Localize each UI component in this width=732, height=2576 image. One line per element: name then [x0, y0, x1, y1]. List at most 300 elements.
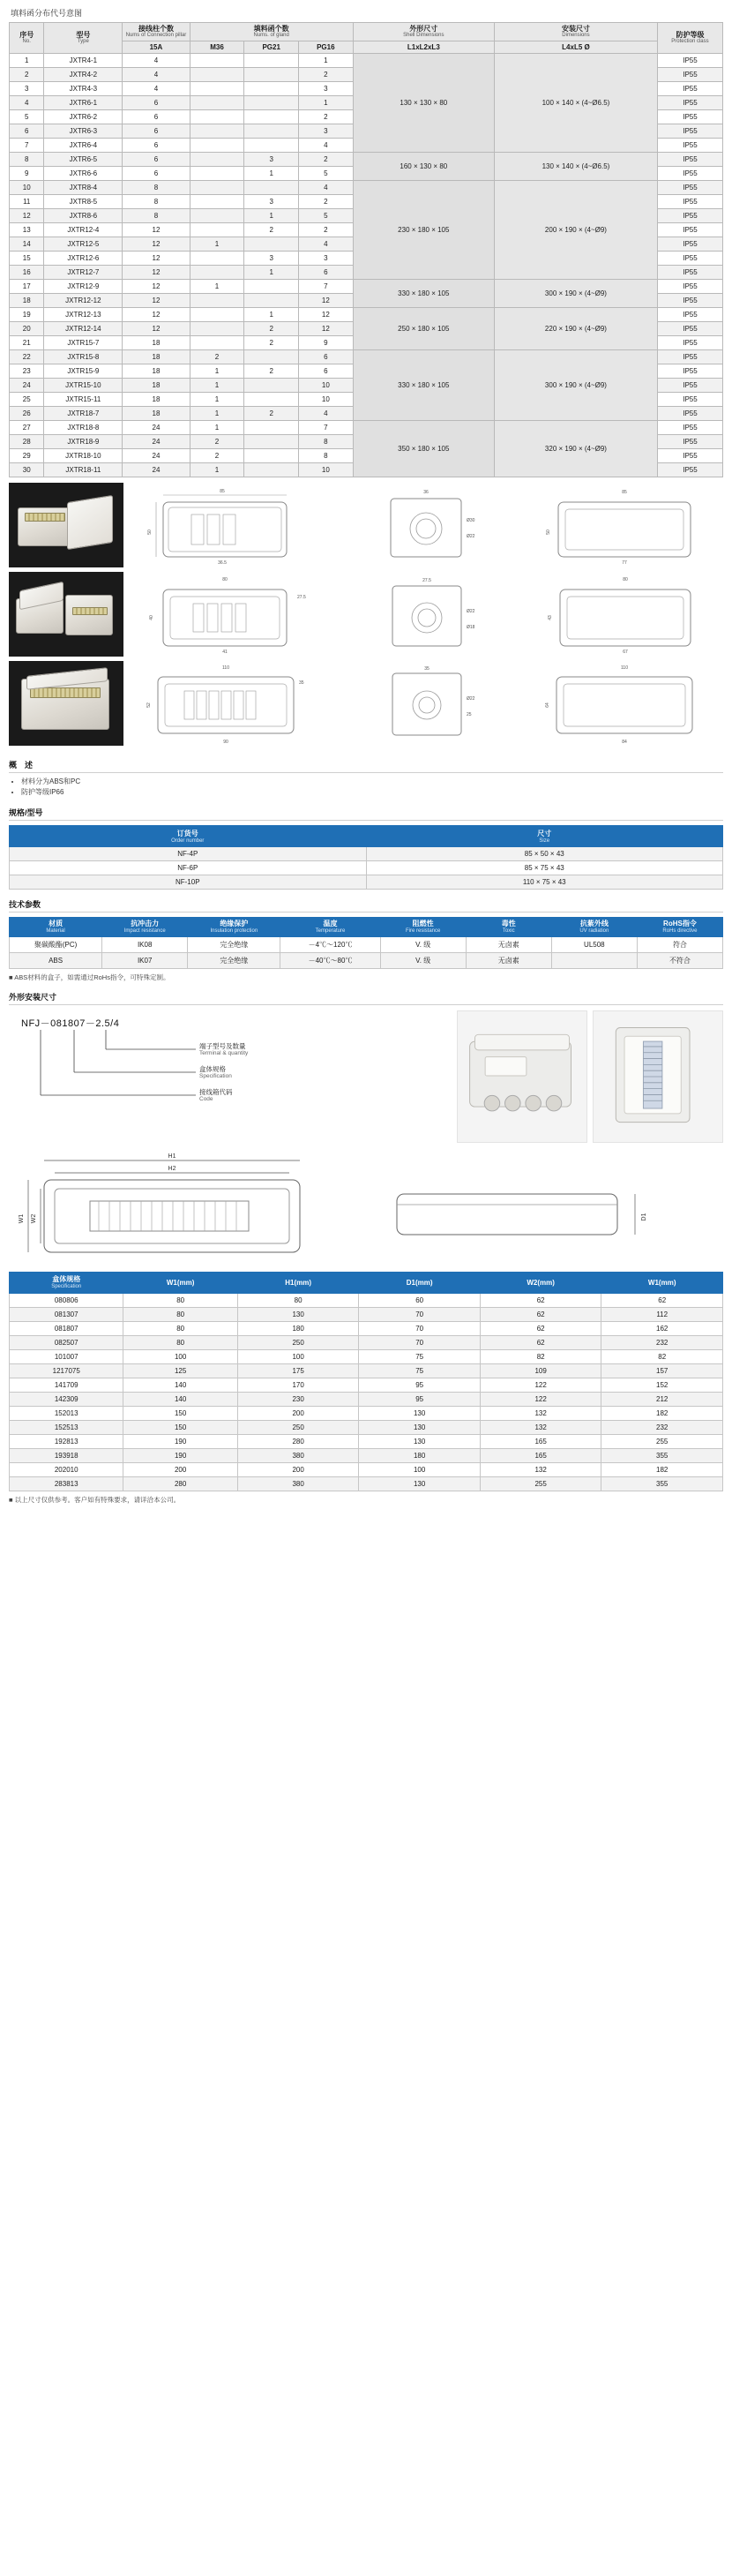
row-pg16: 1: [299, 54, 354, 68]
order-row-number: NF-4P: [10, 847, 367, 861]
size-row-w1: 80: [123, 1293, 237, 1307]
row-no: 25: [10, 393, 44, 407]
row-no: 22: [10, 350, 44, 364]
tech-header-row: [10, 918, 723, 937]
size-row-d1: 70: [359, 1321, 481, 1335]
row-m36: [190, 54, 244, 68]
th-size-h1: H1(mm): [237, 1273, 359, 1294]
order-header-row: [10, 826, 723, 847]
row-protection-class: IP55: [657, 209, 722, 223]
row-pg21: [244, 237, 299, 252]
size-table: [9, 1272, 723, 1491]
row-protection-class: IP55: [657, 308, 722, 322]
row-no: 24: [10, 379, 44, 393]
row-m36: [190, 322, 244, 336]
size-row-h1: 170: [237, 1378, 359, 1392]
row-no: 6: [10, 124, 44, 139]
row-protection-class: IP55: [657, 68, 722, 82]
row-shell-dimensions: 160 × 130 × 80: [353, 153, 494, 181]
product-photo-2: [9, 572, 123, 657]
size-row-spec: 101007: [10, 1349, 123, 1363]
row-type: JXTR4-3: [44, 82, 123, 96]
row-protection-class: IP55: [657, 407, 722, 421]
svg-text:50: 50: [546, 529, 551, 536]
size-row-d1: 60: [359, 1293, 481, 1307]
table-row: [10, 1293, 723, 1307]
size-row-w2: 132: [480, 1420, 601, 1434]
th-15a: 15A: [123, 41, 190, 54]
size-row-w1b: 182: [601, 1462, 723, 1476]
row-pg16: 4: [299, 407, 354, 421]
code-explanation: [9, 1010, 450, 1143]
row-pg16: 10: [299, 393, 354, 407]
size-row-w1b: 355: [601, 1476, 723, 1491]
size-row-w1: 150: [123, 1406, 237, 1420]
th-order-size: 尺寸 Size: [366, 826, 723, 847]
row-15a: 6: [123, 153, 190, 167]
row-pg16: 7: [299, 421, 354, 435]
row-type: JXTR6-2: [44, 110, 123, 124]
row-no: 9: [10, 167, 44, 181]
size-row-spec: 081307: [10, 1307, 123, 1321]
row-pg21: 1: [244, 266, 299, 280]
row-shell-dimensions: 330 × 180 × 105: [353, 350, 494, 421]
dimension-side-view: [370, 1150, 661, 1265]
table-row: [10, 1335, 723, 1349]
row-type: JXTR12-4: [44, 223, 123, 237]
row-15a: 24: [123, 463, 190, 477]
row-15a: 12: [123, 252, 190, 266]
product-illustration-band: [9, 483, 723, 750]
row-pg21: [244, 350, 299, 364]
th-size-w1: W1(mm): [123, 1273, 237, 1294]
row-15a: 18: [123, 364, 190, 379]
row-type: JXTR6-6: [44, 167, 123, 181]
size-row-w2: 62: [480, 1307, 601, 1321]
row-m36: [190, 82, 244, 96]
table-row: [10, 1406, 723, 1420]
row-type: JXTR15-10: [44, 379, 123, 393]
size-row-w1: 140: [123, 1392, 237, 1406]
row-m36: [190, 308, 244, 322]
size-row-h1: 250: [237, 1420, 359, 1434]
row-pg16: 2: [299, 153, 354, 167]
row-no: 3: [10, 82, 44, 96]
leader-label-terminal: 端子型号及数量 Terminal & quantity: [199, 1042, 249, 1057]
size-row-w2: 82: [480, 1349, 601, 1363]
row-no: 17: [10, 280, 44, 294]
size-row-w1b: 157: [601, 1363, 723, 1378]
row-protection-class: IP55: [657, 96, 722, 110]
product-photo-1: [9, 483, 123, 567]
row-pg16: 4: [299, 181, 354, 195]
row-type: JXTR6-3: [44, 124, 123, 139]
row-type: JXTR12-6: [44, 252, 123, 266]
drawing-side-view-3: [328, 661, 524, 746]
drawing-row-1: [129, 483, 723, 567]
table-row: [10, 1378, 723, 1392]
size-row-w1b: 355: [601, 1448, 723, 1462]
row-no: 11: [10, 195, 44, 209]
row-pg21: [244, 393, 299, 407]
product-photo-3: [9, 661, 123, 746]
th-order-number: 订货号 Order number: [10, 826, 367, 847]
order-row-size: 85 × 50 × 43: [366, 847, 723, 861]
th-install: 安装尺寸 Dimensions: [494, 23, 657, 41]
row-shell-dimensions: 350 × 180 × 105: [353, 421, 494, 477]
row-pg21: 1: [244, 209, 299, 223]
row-install-dimensions: 220 × 190 × (4~Ø9): [494, 308, 657, 350]
size-row-h1: 130: [237, 1307, 359, 1321]
row-type: JXTR18-7: [44, 407, 123, 421]
row-pg21: 1: [244, 167, 299, 181]
size-row-w2: 132: [480, 1406, 601, 1420]
row-type: JXTR12-9: [44, 280, 123, 294]
row-pg16: 4: [299, 139, 354, 153]
row-m36: 1: [190, 237, 244, 252]
row-15a: 6: [123, 139, 190, 153]
table-row: [10, 937, 723, 953]
svg-text:85: 85: [622, 490, 627, 496]
row-15a: 18: [123, 336, 190, 350]
row-m36: [190, 110, 244, 124]
row-install-dimensions: 300 × 190 × (4~Ø9): [494, 350, 657, 421]
row-pg21: [244, 463, 299, 477]
table-row: [10, 953, 723, 969]
order-row-size: 110 × 75 × 43: [366, 875, 723, 890]
row-m36: [190, 252, 244, 266]
table-row: [10, 1476, 723, 1491]
svg-text:64: 64: [545, 702, 550, 709]
size-row-w1: 80: [123, 1307, 237, 1321]
table-row: [10, 875, 723, 890]
svg-text:85: 85: [220, 489, 225, 495]
code-section-heading: 外形安装尺寸: [9, 991, 723, 1005]
row-pg16: 2: [299, 68, 354, 82]
row-m36: [190, 124, 244, 139]
overview-bullet-list: [21, 777, 723, 798]
size-row-w2: 62: [480, 1335, 601, 1349]
row-pg21: [244, 68, 299, 82]
overview-heading: 概 述: [9, 759, 723, 773]
row-type: JXTR6-5: [44, 153, 123, 167]
size-row-w1b: 182: [601, 1406, 723, 1420]
size-row-w1b: 232: [601, 1335, 723, 1349]
row-15a: 4: [123, 68, 190, 82]
row-no: 27: [10, 421, 44, 435]
row-pg21: [244, 124, 299, 139]
size-row-w2: 132: [480, 1462, 601, 1476]
row-pg21: [244, 139, 299, 153]
row-pg16: 12: [299, 294, 354, 308]
svg-text:52: 52: [146, 702, 152, 709]
row-type: JXTR18-11: [44, 463, 123, 477]
svg-text:40: 40: [149, 615, 154, 621]
size-row-d1: 100: [359, 1462, 481, 1476]
row-protection-class: IP55: [657, 110, 722, 124]
row-15a: 18: [123, 393, 190, 407]
size-row-d1: 70: [359, 1335, 481, 1349]
row-pg16: 3: [299, 124, 354, 139]
row-15a: 6: [123, 110, 190, 124]
row-pg16: 12: [299, 308, 354, 322]
leader-label-code: 接线箱代码 Code: [199, 1088, 233, 1103]
th-size-spec: 盒体规格 Specification: [10, 1273, 123, 1294]
row-type: JXTR8-4: [44, 181, 123, 195]
row-15a: 18: [123, 350, 190, 364]
technical-drawings: [129, 483, 723, 750]
size-row-w1: 80: [123, 1321, 237, 1335]
row-no: 14: [10, 237, 44, 252]
row-type: JXTR8-5: [44, 195, 123, 209]
row-15a: 18: [123, 379, 190, 393]
row-no: 30: [10, 463, 44, 477]
row-15a: 4: [123, 54, 190, 68]
table-row: [10, 54, 723, 68]
size-row-d1: 95: [359, 1378, 481, 1392]
size-row-w2: 62: [480, 1321, 601, 1335]
row-protection-class: IP55: [657, 350, 722, 364]
svg-text:Ø18: Ø18: [467, 625, 475, 631]
row-protection-class: IP55: [657, 195, 722, 209]
th-size-w1b: W1(mm): [601, 1273, 723, 1294]
th-gland: 填料函个数 Nums. of gland: [190, 23, 353, 41]
table-row: [10, 153, 723, 167]
row-shell-dimensions: 130 × 130 × 80: [353, 54, 494, 153]
row-15a: 24: [123, 435, 190, 449]
svg-text:Ø30: Ø30: [467, 518, 475, 524]
row-m36: [190, 96, 244, 110]
th-protection: 防护等级 Protection class: [657, 23, 722, 54]
svg-text:90: 90: [223, 740, 228, 746]
row-no: 23: [10, 364, 44, 379]
row-m36: [190, 266, 244, 280]
size-row-spec: 081807: [10, 1321, 123, 1335]
size-row-h1: 200: [237, 1462, 359, 1476]
row-type: JXTR8-6: [44, 209, 123, 223]
tech-row-impact: IK07: [102, 953, 188, 969]
row-15a: 12: [123, 266, 190, 280]
photo-column: [9, 483, 123, 750]
row-no: 20: [10, 322, 44, 336]
svg-text:110: 110: [621, 665, 628, 672]
row-no: 10: [10, 181, 44, 195]
row-pg21: [244, 449, 299, 463]
row-pg21: [244, 435, 299, 449]
th-pg16: PG16: [299, 41, 354, 54]
row-pg21: [244, 96, 299, 110]
th-insulation: 绝缘保护 Insulation protection: [188, 918, 280, 937]
row-m36: [190, 336, 244, 350]
row-type: JXTR12-12: [44, 294, 123, 308]
tech-row-fire: V. 级: [380, 953, 466, 969]
size-row-w1b: 62: [601, 1293, 723, 1307]
svg-text:25: 25: [467, 712, 472, 718]
tech-note: ■ ABS材料的盒子，如需通过RoHs指令，可特殊定制。: [9, 973, 170, 982]
row-protection-class: IP55: [657, 266, 722, 280]
row-15a: 24: [123, 449, 190, 463]
size-row-spec: 080806: [10, 1293, 123, 1307]
row-protection-class: IP55: [657, 379, 722, 393]
row-pg21: 2: [244, 223, 299, 237]
size-row-w1b: 152: [601, 1378, 723, 1392]
size-row-w2: 62: [480, 1293, 601, 1307]
tech-row-fire: V. 级: [380, 937, 466, 953]
tech-row-impact: IK08: [102, 937, 188, 953]
svg-text:35: 35: [424, 666, 429, 672]
leader-label-specification: 盒体规格 Specification: [199, 1065, 232, 1080]
size-row-d1: 130: [359, 1406, 481, 1420]
row-protection-class: IP55: [657, 181, 722, 195]
row-protection-class: IP55: [657, 435, 722, 449]
th-shell-sub: L1xL2xL3: [353, 41, 494, 54]
size-row-h1: 250: [237, 1335, 359, 1349]
th-rohs: RoHS指令 RoHs directive: [637, 918, 722, 937]
row-pg16: 6: [299, 364, 354, 379]
drawing-row-2: [129, 572, 723, 657]
row-pg16: 4: [299, 237, 354, 252]
th-m36: M36: [190, 41, 244, 54]
svg-text:Ø22: Ø22: [467, 609, 475, 615]
product-photos-right: [457, 1010, 723, 1143]
row-protection-class: IP55: [657, 167, 722, 181]
row-no: 29: [10, 449, 44, 463]
row-protection-class: IP55: [657, 280, 722, 294]
size-row-h1: 175: [237, 1363, 359, 1378]
size-table-body: [10, 1293, 723, 1491]
drawing-bottom-view-3: [527, 661, 723, 746]
size-row-w1: 190: [123, 1434, 237, 1448]
drawing-bottom-view-1: [527, 483, 723, 567]
row-pg16: 1: [299, 96, 354, 110]
row-type: JXTR6-4: [44, 139, 123, 153]
size-row-d1: 95: [359, 1392, 481, 1406]
row-type: JXTR15-9: [44, 364, 123, 379]
row-m36: 2: [190, 449, 244, 463]
row-type: JXTR15-11: [44, 393, 123, 407]
size-row-h1: 380: [237, 1476, 359, 1491]
size-row-w1: 200: [123, 1462, 237, 1476]
size-row-spec: 152513: [10, 1420, 123, 1434]
size-row-spec: 192813: [10, 1434, 123, 1448]
row-pg21: 2: [244, 364, 299, 379]
svg-text:110: 110: [222, 665, 229, 672]
row-m36: [190, 223, 244, 237]
tech-row-material: ABS: [10, 953, 102, 969]
row-no: 4: [10, 96, 44, 110]
row-pg21: [244, 280, 299, 294]
overview-bullet-1: • 材料分为ABS和PC: [21, 777, 723, 787]
drawing-row-3: [129, 661, 723, 746]
th-connection: 接线柱个数 Nums of Connection pillar: [123, 23, 190, 41]
size-row-h1: 100: [237, 1349, 359, 1363]
svg-text:77: 77: [622, 560, 627, 567]
row-pg16: 3: [299, 82, 354, 96]
drawing-side-view-2: [328, 572, 524, 657]
svg-text:H2: H2: [168, 1166, 176, 1173]
footer-note: ■ 以上尺寸仅供参考。客户如有特殊要求，请详洽本公司。: [9, 1495, 181, 1504]
row-m36: [190, 294, 244, 308]
table-header-row: [10, 23, 723, 41]
table-row: [10, 350, 723, 364]
svg-text:80: 80: [222, 577, 228, 583]
th-toxic: 毒性 Toxic: [466, 918, 551, 937]
row-pg21: [244, 379, 299, 393]
svg-text:Ø22: Ø22: [467, 696, 475, 702]
row-protection-class: IP55: [657, 421, 722, 435]
row-protection-class: IP55: [657, 54, 722, 68]
row-install-dimensions: 130 × 140 × (4~Ø6.5): [494, 153, 657, 181]
row-type: JXTR18-8: [44, 421, 123, 435]
svg-text:50: 50: [147, 529, 153, 536]
tech-row-insulation: 完全绝缘: [188, 953, 280, 969]
size-row-spec: 152013: [10, 1406, 123, 1420]
drawing-side-view-1: [328, 483, 524, 567]
row-pg21: 2: [244, 336, 299, 350]
svg-text:Ø22: Ø22: [467, 534, 475, 540]
row-m36: [190, 195, 244, 209]
row-m36: 1: [190, 393, 244, 407]
row-m36: 1: [190, 280, 244, 294]
row-pg21: [244, 421, 299, 435]
th-uv: 抗紫外线 UV radiation: [551, 918, 637, 937]
size-row-w1: 100: [123, 1349, 237, 1363]
row-pg16: 8: [299, 449, 354, 463]
row-pg16: 5: [299, 209, 354, 223]
table-row: [10, 1321, 723, 1335]
row-15a: 8: [123, 195, 190, 209]
row-15a: 12: [123, 322, 190, 336]
table-row: [10, 421, 723, 435]
table-row: [10, 1448, 723, 1462]
overview-bullet-2: • 防护等级IP66: [21, 787, 723, 798]
size-row-w1b: 112: [601, 1307, 723, 1321]
product-code: NFJ－081807－2.5/4: [21, 1018, 120, 1030]
row-shell-dimensions: 250 × 180 × 105: [353, 308, 494, 350]
row-15a: 8: [123, 181, 190, 195]
row-no: 18: [10, 294, 44, 308]
dimension-drawing-band: [9, 1150, 723, 1265]
order-row-number: NF-6P: [10, 861, 367, 875]
tech-row-toxic: 无卤素: [466, 937, 551, 953]
code-explanation-band: [9, 1010, 723, 1143]
row-protection-class: IP55: [657, 252, 722, 266]
row-pg16: 10: [299, 463, 354, 477]
row-m36: 1: [190, 421, 244, 435]
size-row-w1b: 82: [601, 1349, 723, 1363]
row-pg21: [244, 82, 299, 96]
row-m36: [190, 139, 244, 153]
row-type: JXTR6-1: [44, 96, 123, 110]
svg-text:41: 41: [222, 650, 228, 656]
row-pg21: [244, 294, 299, 308]
size-row-w2: 165: [480, 1434, 601, 1448]
tech-row-rohs: 不符合: [637, 953, 722, 969]
tech-params-body: [10, 937, 723, 969]
drawing-top-view-3: [129, 661, 325, 746]
row-pg16: 9: [299, 336, 354, 350]
row-no: 2: [10, 68, 44, 82]
size-row-w2: 255: [480, 1476, 601, 1491]
svg-text:80: 80: [623, 577, 628, 583]
row-15a: 12: [123, 280, 190, 294]
row-15a: 6: [123, 167, 190, 181]
tech-row-toxic: 无卤素: [466, 953, 551, 969]
row-shell-dimensions: 330 × 180 × 105: [353, 280, 494, 308]
size-row-d1: 130: [359, 1420, 481, 1434]
code-leader-lines: [21, 1030, 450, 1136]
row-pg21: 3: [244, 153, 299, 167]
